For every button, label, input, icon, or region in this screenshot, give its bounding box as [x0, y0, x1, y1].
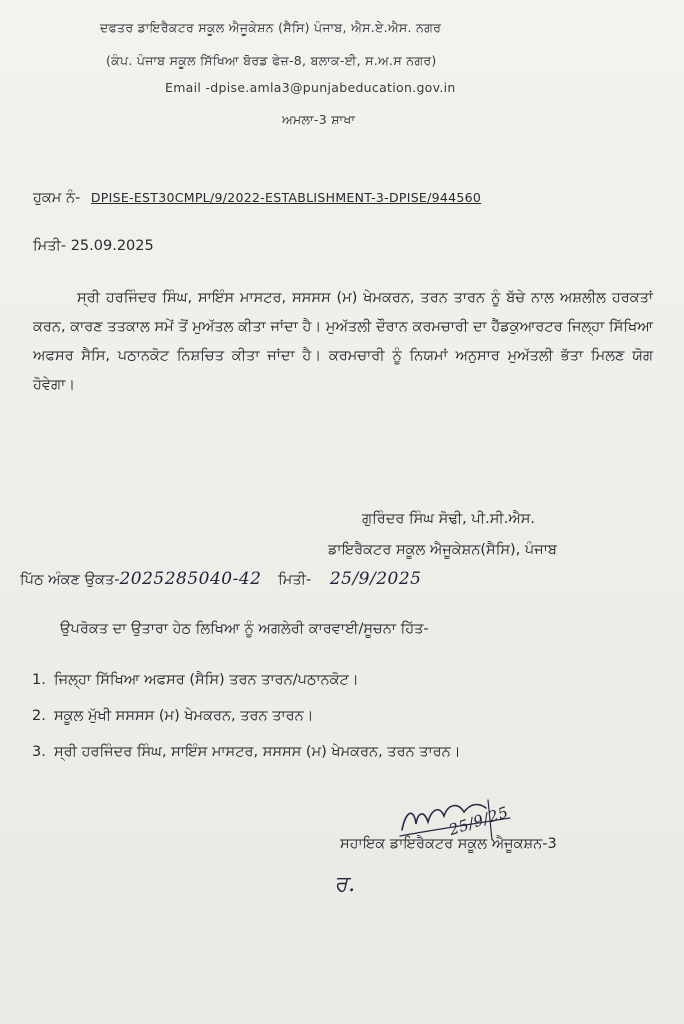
office-address: (ਕੰਪ. ਪੰਜਾਬ ਸਕੂਲ ਸਿੱਖਿਆ ਬੋਰਡ ਫੇਜ਼-8, ਬਲਾਕ-ਈ, ਸ.ਅ.ਸ ਨਗਰ): [106, 53, 437, 68]
endorsement-date: 25/9/2025: [329, 569, 422, 589]
endorsement-number: 2025285040-42: [119, 569, 262, 589]
endorsement-date-label: ਮਿਤੀ-: [278, 572, 312, 588]
office-email: Email -dpise.amla3@punjabeducation.gov.in: [165, 80, 456, 95]
copy-recipients-list: [32, 662, 461, 770]
list-item: 1. ਜਿਲ੍ਹਾ ਸਿੱਖਿਆ ਅਫਸਰ (ਸੈਸਿ) ਤਰਨ ਤਾਰਨ/ਪਠਾਨਕੋਟ।: [32, 672, 359, 688]
order-number-line: [33, 183, 481, 213]
initial-mark: ਰ.: [334, 872, 356, 897]
list-item: 2. ਸਕੂਲ ਮੁੱਖੀ ਸਸਸਸ (ਮ) ਖੇਮਕਰਨ, ਤਰਨ ਤਾਰਨ।: [32, 708, 314, 724]
copy-intro: ਉਪਰੋਕਤ ਦਾ ਉਤਾਰਾ ਹੇਠ ਲਿਖਿਆ ਨੂੰ ਅਗਲੇਰੀ ਕਾਰਵਾਈ/ਸੂਚਨਾ ਹਿੱਤ-: [60, 621, 429, 637]
office-heading: ਦਫਤਰ ਡਾਇਰੈਕਟਰ ਸਕੂਲ ਐਜੂਕੇਸ਼ਨ (ਸੈਸਿ) ਪੰਜਾਬ, ਐਸ.ਏ.ਐਸ. ਨਗਰ: [100, 20, 442, 35]
assistant-director-designation: ਸਹਾਇਕ ਡਾਇਰੈਕਟਰ ਸਕੂਲ ਐਜੂਕਸ਼ਨ-3: [340, 836, 557, 852]
signatory-name: ਗੁਰਿੰਦਰ ਸਿੰਘ ਸੋਢੀ, ਪੀ.ਸੀ.ਐਸ.: [362, 511, 536, 527]
branch-name: ਅਮਲਾ-3 ਸ਼ਾਖਾ: [282, 112, 356, 127]
order-number: DPISE-EST30CMPL/9/2022-ESTABLISHMENT-3-DPISE/944560: [90, 190, 482, 205]
signature-date: 25/9/25: [446, 802, 511, 840]
endorsement-line: [20, 565, 421, 595]
endorsement-label: ਪਿੱਠ ਅੰਕਣ ਉਕਤ-: [20, 572, 120, 588]
signatory-designation: ਡਾਇਰੈਕਟਰ ਸਕੂਲ ਐਜੂਕੇਸ਼ਨ(ਸੈਸਿ), ਪੰਜਾਬ: [328, 542, 557, 558]
list-item: 3. ਸ੍ਰੀ ਹਰਜਿੰਦਰ ਸਿੰਘ, ਸਾਇੰਸ ਮਾਸਟਰ, ਸਸਸਸ (ਮ) ਖੇਮਕਰਨ, ਤਰਨ ਤਾਰਨ।: [32, 744, 461, 760]
order-body-paragraph: ਸ੍ਰੀ ਹਰਜਿੰਦਰ ਸਿੰਘ, ਸਾਇੰਸ ਮਾਸਟਰ, ਸਸਸਸ (ਮ) ਖੇਮਕਰਨ, ਤਰਨ ਤਾਰਨ ਨੂੰ ਬੱਚੇ ਨਾਲ ਅਸ਼ਲੀਲ ਹਰਕਤਾਂ ਕਰਨ, ਕਾਰਣ ਤਤਕਾਲ ਸਮੇਂ ਤੋਂ ਮੁਅੱਤਲ ਕੀਤਾ ਜਾਂਦਾ ਹੈ। ਮੁਅੱਤਲੀ ਦੌਰਾਨ ਕਰਮਚਾਰੀ ਦਾ ਹੈੱਡਕੁਆਰਟਰ ਜਿਲ੍ਹਾ ਸਿੱਖਿਆ ਅਫਸਰ ਸੈਸਿ, ਪਠਾਨਕੋਟ ਨਿਸ਼ਚਿਤ ਕੀਤਾ ਜਾਂਦਾ ਹੈ। ਕਰਮਚਾਰੀ ਨੂੰ ਨਿਯਮਾਂ ਅਨੁਸਾਰ ਮੁਅੱਤਲੀ ਭੱਤਾ ਮਿਲਣ ਯੋਗ ਹੋਵੇਗਾ।: [33, 290, 653, 393]
order-date: ਮਿਤੀ- 25.09.2025: [33, 238, 154, 254]
order-label: ਹੁਕਮ ਨੰ-: [33, 190, 81, 206]
